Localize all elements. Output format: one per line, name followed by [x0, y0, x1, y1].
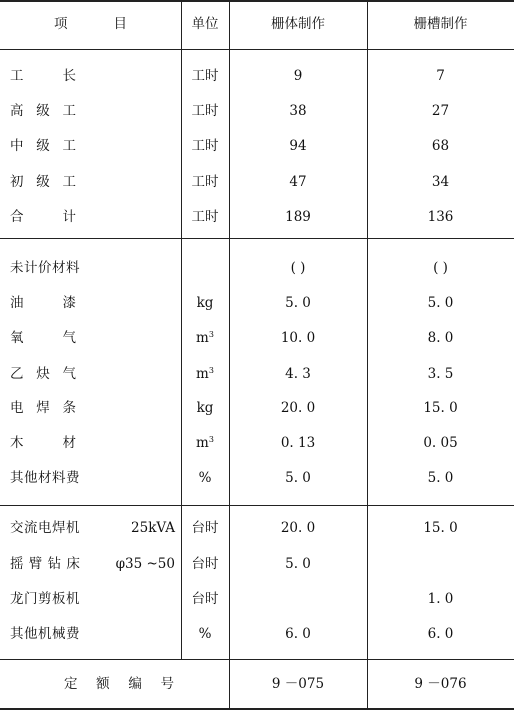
footer-label-char: 额	[96, 676, 110, 692]
row-spec: φ35 ~50	[115, 556, 175, 572]
row-value-a: 9	[293, 68, 303, 84]
row-unit: 台时	[191, 520, 219, 536]
footer-label-char: 定	[64, 676, 78, 692]
row-value-a: 6. 0	[285, 626, 311, 642]
row-value-b: 68	[431, 138, 450, 154]
row-unit: 台时	[191, 591, 219, 607]
row-item-char: 计	[62, 209, 76, 225]
row-value-a: 20. 0	[280, 400, 316, 416]
row-unit: $m^3$	[196, 366, 214, 382]
row-item-label: 其他材料费	[10, 470, 80, 486]
row-value-b: 34	[431, 174, 450, 190]
row-unit: %	[198, 626, 212, 642]
row-value-b	[367, 553, 514, 575]
row-item-char: 长	[62, 68, 76, 84]
row-item-char: 高	[10, 103, 24, 119]
footer-code-b: 9 －076	[414, 676, 467, 692]
row-item-char: 乙	[10, 366, 24, 382]
footer-code-a: 9 －075	[271, 676, 325, 692]
row-value-a: 38	[289, 103, 307, 119]
row-item-char: 中	[10, 138, 24, 154]
unit-superscript: 3	[208, 366, 214, 375]
row-item-char: 电	[10, 400, 24, 416]
row-item-char: 炔	[36, 366, 50, 382]
row-unit: 工时	[191, 174, 219, 190]
row-item-label	[10, 171, 76, 193]
row-value-b: 3. 5	[427, 366, 454, 382]
row-unit: 台时	[191, 556, 219, 572]
row-unit: %	[198, 470, 212, 486]
row-item-label	[10, 100, 76, 122]
header-col-b: 栅槽制作	[413, 16, 468, 32]
header-item-char: 目	[113, 16, 127, 32]
unit-superscript: 3	[208, 330, 214, 339]
row-item-char: 级	[36, 174, 50, 190]
row-item-label	[10, 363, 76, 385]
row-item-label	[10, 432, 76, 454]
footer-label-char: 号	[160, 676, 174, 692]
row-unit: $m^3$	[196, 435, 214, 451]
row-item-char: 工	[62, 174, 76, 190]
row-item-label	[10, 65, 76, 87]
row-item-label: 其他机械费	[10, 626, 80, 642]
row-unit: $m^3$	[196, 330, 214, 346]
row-value-a: 5. 0	[285, 556, 311, 572]
row-unit: 工时	[191, 138, 219, 154]
row-value-b: 6. 0	[427, 626, 454, 642]
row-unit: kg	[196, 295, 214, 311]
row-value-a: 47	[289, 174, 307, 190]
row-value-b: 5. 0	[427, 470, 454, 486]
row-item-char: 初	[10, 174, 24, 190]
row-unit: kg	[196, 400, 214, 416]
row-item-char: 合	[10, 209, 24, 225]
footer-label-char: 编	[128, 676, 142, 692]
row-item-char: 气	[62, 366, 76, 382]
row-item-char: 工	[10, 68, 24, 84]
row-value-b: ( )	[433, 260, 448, 276]
row-value-b: 5. 0	[427, 295, 454, 311]
row-value-a: 0. 13	[280, 435, 316, 451]
row-item-label	[10, 135, 76, 157]
row-item-label	[10, 397, 76, 419]
row-item-char: 级	[36, 103, 50, 119]
row-unit: 工时	[191, 209, 219, 225]
header-col-a: 栅体制作	[271, 16, 325, 32]
row-value-a: 10. 0	[280, 330, 316, 346]
row-item-char: 材	[62, 435, 76, 451]
row-item-label	[10, 327, 76, 349]
row-value-b: 8. 0	[427, 330, 454, 346]
row-unit	[181, 257, 229, 279]
table-bottom-rule	[0, 708, 514, 710]
section-rule-machines	[0, 659, 514, 660]
row-spec: 25kVA	[131, 520, 175, 536]
row-item-char: 工	[62, 138, 76, 154]
row-item-char: 工	[62, 103, 76, 119]
header-unit: 单位	[191, 16, 219, 32]
section-rule-labor	[0, 238, 514, 239]
row-item-label: 龙门剪板机	[10, 591, 80, 607]
row-item-label	[10, 206, 76, 228]
row-item-label: 交流电焊机	[10, 520, 80, 536]
row-item-char: 焊	[36, 400, 50, 416]
row-value-a: 5. 0	[285, 295, 311, 311]
header-rule	[0, 49, 514, 50]
row-value-a: 4. 3	[285, 366, 311, 382]
row-item-char: 氧	[10, 330, 24, 346]
row-item-char: 油	[10, 295, 24, 311]
footer-label	[64, 673, 174, 695]
row-item-label: 摇 臂 钻 床	[10, 556, 81, 572]
row-item-label	[10, 292, 76, 314]
row-value-b: 15. 0	[423, 520, 458, 536]
row-value-a: ( )	[290, 260, 306, 276]
row-value-a	[229, 588, 367, 610]
unit-superscript: 3	[208, 435, 214, 444]
row-item-char: 条	[62, 400, 76, 416]
row-unit: 工时	[191, 103, 219, 119]
row-value-a: 94	[289, 138, 307, 154]
row-value-b: 136	[427, 209, 454, 225]
row-value-a: 189	[285, 209, 311, 225]
header-item	[0, 0, 181, 49]
row-value-b: 15. 0	[423, 400, 458, 416]
row-value-b: 7	[436, 68, 445, 84]
row-item-label: 未计价材料	[10, 260, 80, 276]
section-rule-materials	[0, 505, 514, 506]
row-value-a: 20. 0	[280, 520, 316, 536]
row-value-b: 1. 0	[427, 591, 454, 607]
row-item-char: 气	[62, 330, 76, 346]
row-unit: 工时	[191, 68, 219, 84]
row-value-b: 27	[431, 103, 450, 119]
header-item-char: 项	[54, 16, 68, 32]
row-item-char: 木	[10, 435, 24, 451]
row-value-b: 0. 05	[423, 435, 458, 451]
row-value-a: 5. 0	[285, 470, 311, 486]
row-item-char: 漆	[62, 295, 76, 311]
row-item-char: 级	[36, 138, 50, 154]
